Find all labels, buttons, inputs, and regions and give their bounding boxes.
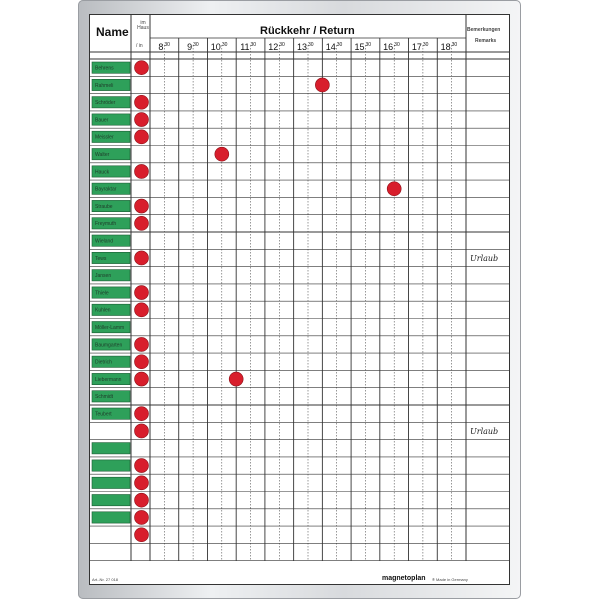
name-tag-label: Baumgarten (95, 342, 123, 349)
name-tag-label: Dietrich (95, 359, 112, 366)
brand-logo: magnetoplan (382, 575, 426, 582)
made-in-label: ® Made in Germany (432, 577, 468, 582)
name-tag-label: Hauck (95, 169, 110, 176)
name-tag-label: Schmidt (95, 394, 114, 401)
in-house-magnet (135, 510, 149, 524)
name-tag-label: Tews (95, 255, 107, 262)
name-tag (92, 460, 130, 471)
name-tag-label: Wieland (95, 238, 114, 245)
hour-label: 8 (158, 42, 164, 52)
name-tag-label: Kuhlen (95, 307, 111, 314)
hour-label: 17 (411, 42, 422, 52)
hour-label: 13 (296, 42, 307, 52)
return-time-magnet (387, 182, 401, 196)
half-hour-label: 30 (336, 42, 343, 48)
hour-label: 16 (383, 42, 394, 52)
pause-subheading: / in (136, 43, 143, 49)
name-heading: Name (96, 25, 129, 39)
hour-label: 10 (210, 42, 221, 52)
in-house-magnet (135, 372, 149, 386)
remarks-heading: Bemerkungen (467, 27, 501, 33)
in-house-magnet (135, 199, 149, 213)
half-hour-label: 30 (451, 42, 458, 48)
half-hour-label: 30 (193, 42, 199, 48)
name-tag-label: Bayraktar (95, 186, 117, 193)
pause-heading: im Haus (137, 20, 149, 31)
name-tag (92, 443, 130, 454)
hour-label: 15 (354, 42, 365, 52)
name-tag-label: Meissler (95, 134, 114, 141)
name-tag-label: Schröder (95, 100, 116, 107)
in-house-magnet (135, 113, 149, 127)
hour-label: 18 (440, 42, 451, 52)
in-house-magnet (135, 493, 149, 507)
in-house-magnet (135, 407, 149, 421)
half-hour-label: 30 (279, 42, 285, 48)
board-title: Rückkehr / Return (260, 25, 355, 37)
name-tag (92, 512, 130, 523)
remarks-subheading: Remarks (475, 38, 497, 44)
half-hour-label: 30 (250, 42, 257, 48)
in-house-magnet (135, 216, 149, 230)
hour-label: 9 (187, 42, 193, 52)
name-tag-label: Jansen (95, 273, 112, 280)
in-house-magnet (135, 459, 149, 473)
in-house-magnet (135, 130, 149, 144)
name-tag-label: Thiele (95, 290, 109, 297)
in-house-magnet (135, 424, 149, 438)
name-tag-label: Freymuth (95, 221, 117, 228)
half-hour-label: 30 (164, 42, 170, 48)
name-tag (92, 495, 130, 506)
in-house-magnet (135, 476, 149, 490)
half-hour-label: 30 (394, 42, 400, 48)
half-hour-label: 30 (221, 42, 228, 48)
hour-label: 14 (325, 42, 336, 52)
in-house-magnet (135, 528, 149, 542)
remark-note: Urlaub (470, 253, 499, 263)
in-house-magnet (135, 355, 149, 369)
in-house-magnet (135, 164, 149, 178)
in-house-magnet (135, 61, 149, 75)
in-house-magnet (135, 251, 149, 265)
half-hour-label: 30 (365, 42, 372, 48)
name-tag-label: Möller-Lamm (95, 325, 125, 331)
in-house-magnet (135, 286, 149, 300)
hour-label: 12 (268, 42, 279, 52)
article-number: Art.-Nr. 27 018 (92, 577, 119, 582)
in-house-magnet (135, 95, 149, 109)
name-tag-label: Straube (95, 203, 113, 210)
half-hour-label: 30 (422, 42, 429, 48)
name-tag (92, 477, 130, 488)
in-house-magnet (135, 337, 149, 351)
half-hour-label: 30 (308, 42, 314, 48)
hour-label: 11 (240, 42, 250, 52)
return-time-magnet (215, 147, 229, 161)
return-time-magnet (315, 78, 329, 92)
name-tag-label: Rahmeli (95, 82, 114, 89)
name-tag-label: Teubert (95, 411, 112, 418)
name-tag-label: Liebermann (95, 376, 122, 383)
remark-note: Urlaub (470, 426, 499, 436)
name-tag-label: Bauer (95, 117, 109, 124)
name-tag-label: Behrens (95, 65, 114, 72)
in-house-magnet (135, 303, 149, 317)
name-tag-label: Walter (95, 152, 110, 158)
return-time-magnet (229, 372, 243, 386)
